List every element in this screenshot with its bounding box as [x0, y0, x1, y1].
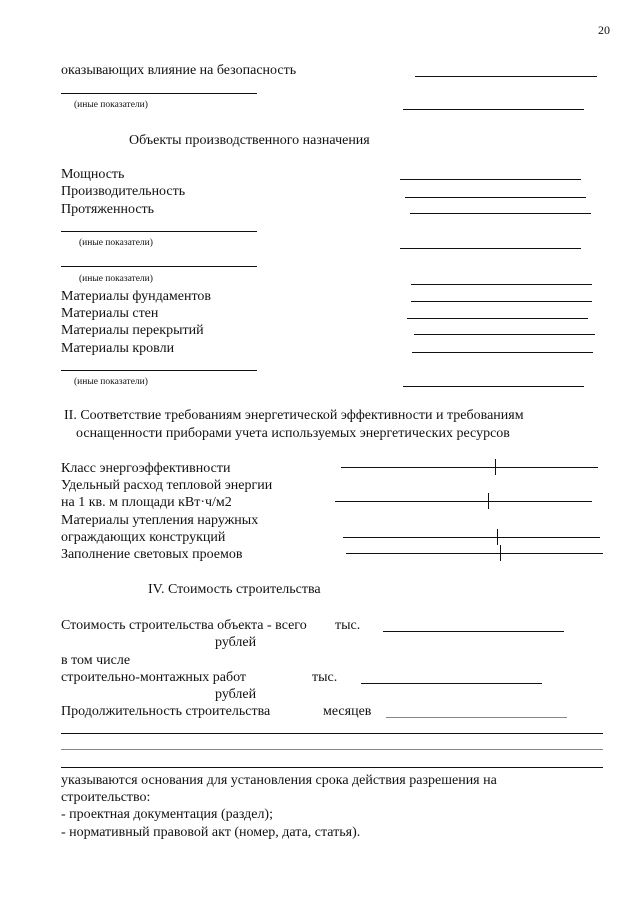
- glazing-line[interactable]: [346, 553, 603, 554]
- heat-consumption-line[interactable]: [335, 501, 592, 502]
- blank-line-2[interactable]: [61, 749, 603, 750]
- material-roof-line[interactable]: [412, 352, 593, 353]
- cm-works-unit-rub: рублей: [215, 687, 257, 702]
- field-productivity-label: Производительность: [61, 184, 186, 199]
- intro-value-line[interactable]: [415, 76, 597, 77]
- blank-line-1[interactable]: [61, 733, 603, 734]
- cm-works-line[interactable]: [361, 683, 542, 684]
- cost-total-unit-thousand: тыс.: [335, 618, 361, 633]
- other-indicators-label-2: (иные показатели): [79, 238, 153, 248]
- field-length-line[interactable]: [410, 213, 591, 214]
- cm-works-label: строительно-монтажных работ: [61, 670, 247, 685]
- footnote-line2: строительство:: [61, 790, 151, 805]
- blank-line-3[interactable]: [61, 767, 603, 768]
- heat-consumption-label-1: Удельный расход тепловой энергии: [61, 478, 273, 493]
- cost-total-line[interactable]: [383, 631, 564, 632]
- glazing-label: Заполнение световых проемов: [61, 547, 243, 562]
- intro-text: оказывающих влияние на безопасность: [61, 63, 297, 78]
- energy-class-line[interactable]: [341, 467, 598, 468]
- duration-unit-months: месяцев: [323, 704, 372, 719]
- other-indicators-label-1: (иные показатели): [74, 100, 148, 110]
- footnote-item1: - проектная документация (раздел);: [61, 807, 273, 822]
- field-productivity-line[interactable]: [405, 197, 586, 198]
- material-walls-line[interactable]: [407, 318, 588, 319]
- other-indicators-label-3: (иные показатели): [79, 274, 153, 284]
- footnote-line1: указываются основания для установления срока действия разрешения на: [61, 773, 497, 788]
- material-roof-label: Материалы кровли: [61, 341, 175, 356]
- insulation-line[interactable]: [343, 537, 600, 538]
- cm-works-unit-thousand: тыс.: [312, 670, 338, 685]
- including-label: в том числе: [61, 653, 131, 668]
- field-power-label: Мощность: [61, 167, 125, 182]
- page-number: 20: [598, 23, 610, 37]
- other-indicator-line-4[interactable]: [61, 370, 257, 371]
- material-walls-label: Материалы стен: [61, 306, 159, 321]
- other-indicator-value-line-3[interactable]: [411, 284, 592, 285]
- other-indicator-value-line-1[interactable]: [403, 109, 584, 110]
- material-floors-label: Материалы перекрытий: [61, 323, 204, 338]
- insulation-label-2: ограждающих конструкций: [61, 530, 226, 545]
- field-power-line[interactable]: [400, 179, 581, 180]
- energy-class-label: Класс энергоэффективности: [61, 461, 231, 476]
- insulation-tick: [497, 529, 498, 545]
- glazing-tick: [500, 545, 501, 561]
- section-energy-title-line2: оснащенности приборами учета используемых энергетических ресурсов: [76, 426, 510, 441]
- other-indicator-value-line-4[interactable]: [403, 386, 584, 387]
- heat-consumption-label-2: на 1 кв. м площади кВт·ч/м2: [61, 495, 232, 510]
- other-indicator-line-2[interactable]: [61, 231, 257, 232]
- material-floors-line[interactable]: [414, 334, 595, 335]
- material-foundation-label: Материалы фундаментов: [61, 289, 212, 304]
- material-foundation-line[interactable]: [411, 301, 592, 302]
- other-indicator-value-line-2[interactable]: [400, 248, 581, 249]
- duration-label: Продолжительность строительства: [61, 704, 271, 719]
- insulation-label-1: Материалы утепления наружных: [61, 513, 259, 528]
- other-indicator-line-1[interactable]: [61, 93, 257, 94]
- section-energy-title-line1: II. Соответствие требованиям энергетической эффективности и требованиям: [64, 408, 524, 423]
- duration-line[interactable]: [386, 717, 567, 718]
- footnote-item2: - нормативный правовой акт (номер, дата, статья).: [61, 825, 361, 840]
- energy-class-tick: [495, 459, 496, 475]
- section-cost-title: IV. Стоимость строительства: [148, 582, 321, 597]
- other-indicators-label-4: (иные показатели): [74, 377, 148, 387]
- cost-total-label: Стоимость строительства объекта - всего: [61, 618, 307, 633]
- section-objects-title: Объекты производственного назначения: [129, 133, 370, 148]
- cost-total-unit-rub: рублей: [215, 635, 257, 650]
- field-length-label: Протяженность: [61, 202, 155, 217]
- heat-consumption-tick: [488, 493, 489, 509]
- other-indicator-line-3[interactable]: [61, 266, 257, 267]
